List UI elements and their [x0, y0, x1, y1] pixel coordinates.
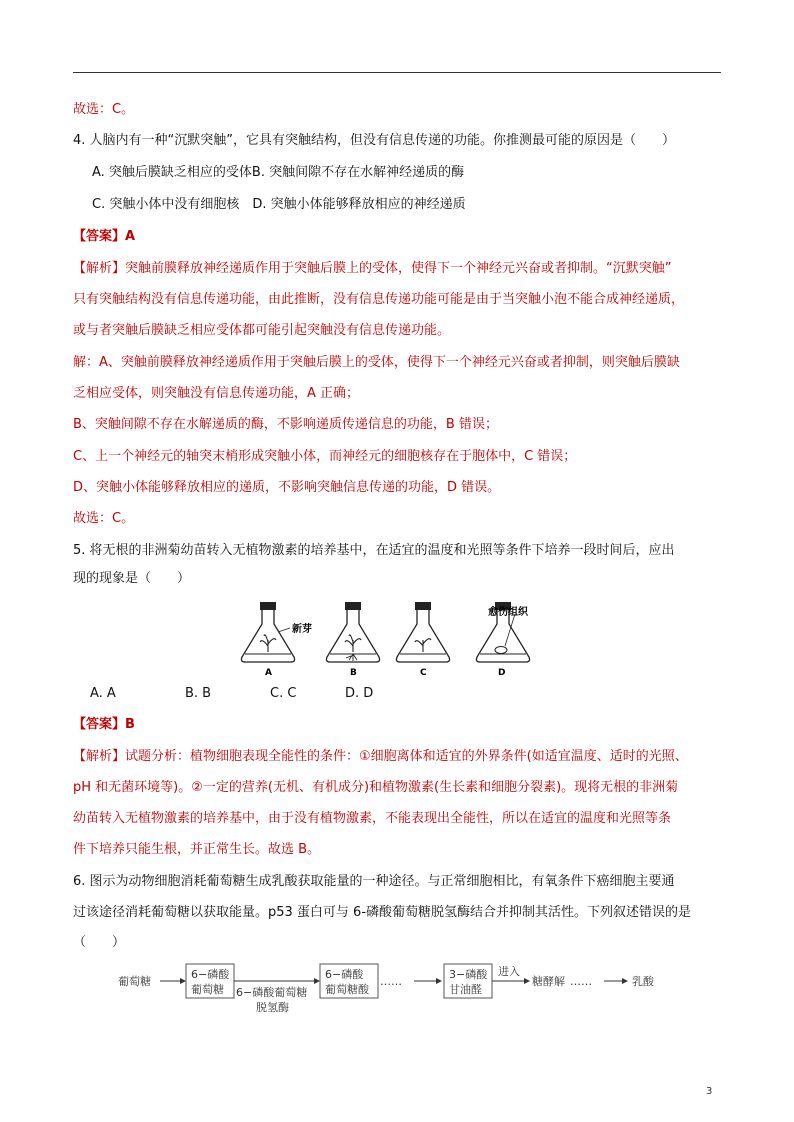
box1-line2: 葡萄糖	[191, 983, 224, 996]
q4-analysis-line: 解：A、突触前膜释放神经递质作用于突触后膜上的受体，使得下一个神经元兴奋或者抑制，则突触后膜缺	[73, 355, 680, 370]
q4-analysis-line: 只有突触结构没有信息传递功能，由此推断，没有信息传递功能可能是由于当突触小泡不能合成神经递质，	[73, 292, 685, 307]
enzyme-line1: 6−磷酸葡萄糖	[236, 986, 308, 999]
box2-line2: 葡萄糖酸	[325, 983, 369, 996]
q5-option-c: C. C	[270, 686, 297, 701]
flask-label-b: B	[350, 668, 357, 678]
q5-option-a: A. A	[90, 686, 116, 701]
flask-label-c: C	[420, 668, 427, 678]
flask-b	[326, 602, 379, 662]
flask-label-d: D	[498, 668, 506, 678]
pathway-diagram	[118, 960, 718, 1020]
box1-line1: 6−磷酸	[191, 968, 230, 981]
q4-analysis-line: 【解析】突触前膜释放神经递质作用于突触后膜上的受体，使得下一个神经元兴奋或者抑制。“沉默突触”	[73, 261, 672, 276]
q6-stem: 6. 图示为动物细胞消耗葡萄糖生成乳酸获取能量的一种途径。与正常细胞相比，有氧条件下癌细胞主要通	[73, 874, 675, 889]
glycolysis-label: 糖酵解	[532, 975, 565, 988]
q5-analysis-line: 件下培养只能生根，并正常生长。故选 B。	[73, 842, 321, 857]
q5-analysis-line: pH 和无菌环境等)。②一定的营养(无机、有机成分)和植物激素(生长素和细胞分裂素)。现将无根的非洲菊	[73, 780, 679, 795]
q4-analysis-line: 乏相应受体，则突触没有信息传递功能，A 正确；	[73, 386, 360, 401]
box3-line2: 甘油醛	[449, 983, 482, 996]
box2-line1: 6−磷酸	[325, 968, 364, 981]
q4-stem: 4. 人脑内有一种“沉默突触”，它具有突触结构，但没有信息传递的功能。你推测最可能的原因是（ ）	[73, 133, 676, 148]
glucose-label: 葡萄糖	[118, 975, 151, 988]
q5-options	[90, 685, 373, 703]
flask-figure	[230, 600, 560, 680]
lactate-label: 乳酸	[632, 975, 654, 988]
q4-answer: 【答案】A	[73, 229, 136, 244]
q4-analysis-line: 或与者突触后膜缺乏相应受体都可能引起突触没有信息传递功能。	[73, 323, 451, 338]
q4-analysis-line: C、上一个神经元的轴突末梢形成突触小体，而神经元的细胞核存在于胞体中，C 错误；	[73, 449, 577, 464]
page-number: 3	[706, 1086, 713, 1097]
flask-label-a: A	[265, 668, 272, 678]
q4-analysis-line: B、突触间隙不存在水解递质的酶，不影响递质传递信息的功能，B 错误；	[73, 417, 498, 432]
q5-answer: 【答案】B	[73, 717, 135, 732]
q4-analysis-line: D、突触小体能够释放相应的递质，不影响突触信息传递的功能，D 错误。	[73, 480, 501, 495]
enter-label: 进入	[498, 965, 520, 978]
flask-c	[396, 602, 449, 662]
header-rule	[73, 72, 721, 73]
q4-option-ab: A. 突触后膜缺乏相应的受体B. 突触间隙不存在水解神经递质的酶	[92, 165, 465, 180]
callus-label: 愈伤组织	[488, 607, 528, 618]
enzyme-line2: 脱氢酶	[256, 1001, 289, 1014]
q5-option-b: B. B	[185, 686, 212, 701]
pathway-dots-2: ……	[570, 975, 592, 988]
q5-stem: 5. 将无根的非洲菊幼苗转入无植物激素的培养基中，在适宜的温度和光照等条件下培养一段时间后，应出	[73, 543, 675, 558]
new-bud-label: 新芽	[292, 624, 312, 635]
q4-choose-line: 故选：C。	[73, 511, 135, 526]
flask-a	[241, 602, 294, 662]
q6-stem: 过该途径消耗葡萄糖以获取能量。p53 蛋白可与 6-磷酸葡萄糖脱氢酶结合并抑制其活性。下列叙述错误的是	[73, 905, 692, 920]
q3-choose-line: 故选：C。	[73, 102, 135, 117]
q5-stem: 现的现象是（ ）	[73, 571, 191, 586]
q5-option-d: D. D	[345, 686, 374, 701]
q4-option-cd: C. 突触小体中没有细胞核 D. 突触小体能够释放相应的神经递质	[92, 197, 466, 212]
box3-line1: 3−磷酸	[449, 968, 488, 981]
q5-analysis-line: 幼苗转入无植物激素的培养基中，由于没有植物激素，不能表现出全能性，所以在适宜的温度和光照等条	[73, 811, 672, 826]
pathway-dots-1: ……	[380, 975, 402, 988]
q5-analysis-line: 【解析】试题分析：植物细胞表现全能性的条件：①细胞离体和适宜的外界条件(如适宜温度、适时的光照、	[73, 749, 688, 764]
q6-stem: （ ）	[73, 935, 126, 950]
